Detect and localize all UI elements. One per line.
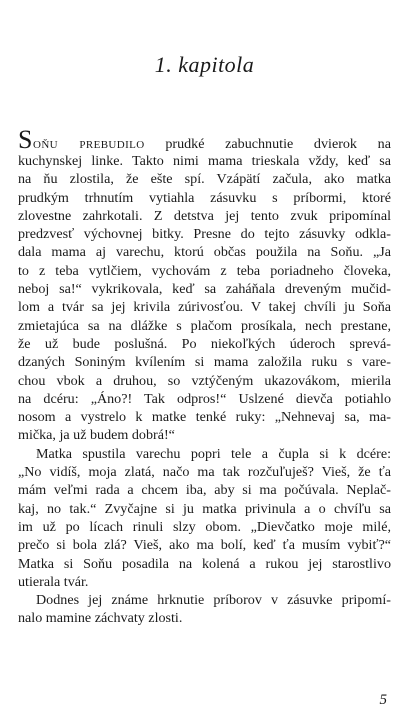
text-line: nosom a vystrelo k matke tenké ruky: „Nehnevaj sa, ma- xyxy=(18,409,391,426)
text-line: kuchynskej linke. Takto nimi mama trieskala vždy, keď sa xyxy=(18,153,391,169)
text-line: Dodnes jej známe hrknutie príborov v zásuvke pripomí- xyxy=(36,592,391,609)
chapter-title: 1. kapitola xyxy=(154,52,255,77)
drop-initial: S xyxy=(18,125,33,154)
page-number: 5 xyxy=(379,692,387,708)
text-line: mám veľmi rada a chcem iba, aby si ma počúvala. Neplač- xyxy=(18,482,391,499)
text-line: prečo si bola zlá? Vieš, ako ma bolí, keď ťa musím vybiť?“ xyxy=(18,537,391,554)
text-line: to z teba vytlčiem, vychovám z teba poriadneho človeka, xyxy=(18,262,391,279)
lead-smallcaps: oňu prebudilo xyxy=(32,136,145,152)
text-line xyxy=(18,125,391,154)
text-line: „No vidíš, moja zlatá, načo ma tak rozčuľuješ? Vieš, že ťa xyxy=(18,464,391,481)
text-line: zlovestne zahrkotali. Z detstva jej tento zvuk pripomínal xyxy=(18,207,391,224)
text-line: zmietajúca sa na dlážke s plačom prosíkala, nech prestane, xyxy=(18,317,391,334)
body-text xyxy=(18,125,391,628)
text-line: dala mama aj varechu, ktorú občas použila na Soňu. „Ja xyxy=(18,244,391,261)
text-line: im už po lícach rinuli slzy obom. „Dievčatko moje milé, xyxy=(18,518,391,535)
text-line: Matka si Soňu posadila na kolená a rukou jej starostlivo xyxy=(18,555,391,572)
text-line: mička, ja už budem dobrá!“ xyxy=(18,427,175,444)
text-line: na ňu zlostila, že ešte spí. Vzápätí začula, ako matka xyxy=(18,171,391,188)
line-text: prudké zabuchnutie dvierok na xyxy=(144,136,391,152)
text-line: kaj, no tak.“ Zvyčajne si ju matka privinula a o chvíľu sa xyxy=(18,500,391,517)
text-line: neboj sa!“ vykrikovala, keď sa zaháňala dreveným mučid- xyxy=(18,281,391,298)
text-line: predzvesť výchovnej bitky. Presne do tejto zásuvky odkla- xyxy=(18,226,391,243)
text-line: utierala tvár. xyxy=(18,573,89,590)
text-line: prudkým trhnutím vytiahla zásuvku s príbormi, ktoré xyxy=(18,189,391,206)
text-line: chou vbok a druhou, so vztýčeným ukazovákom, mierila xyxy=(18,372,391,389)
text-line: lom a tvár sa jej krivila zúrivosťou. V takej chvíli ju Soňa xyxy=(18,299,391,316)
text-line: že už bude poslušná. Po niekoľkých úderoch sprevá- xyxy=(18,335,391,352)
text-line: dzaných Soniným kvílením si mama založila ruku s vare- xyxy=(18,354,391,371)
text-line: nalo mamine záchvaty zlosti. xyxy=(18,610,183,627)
text-line: Matka spustila varechu popri tele a čupla si k dcére: xyxy=(36,445,391,462)
text-line: na dcéru: „Áno?! Tak odpros!“ Uslzené dievča potiahlo xyxy=(18,390,391,407)
